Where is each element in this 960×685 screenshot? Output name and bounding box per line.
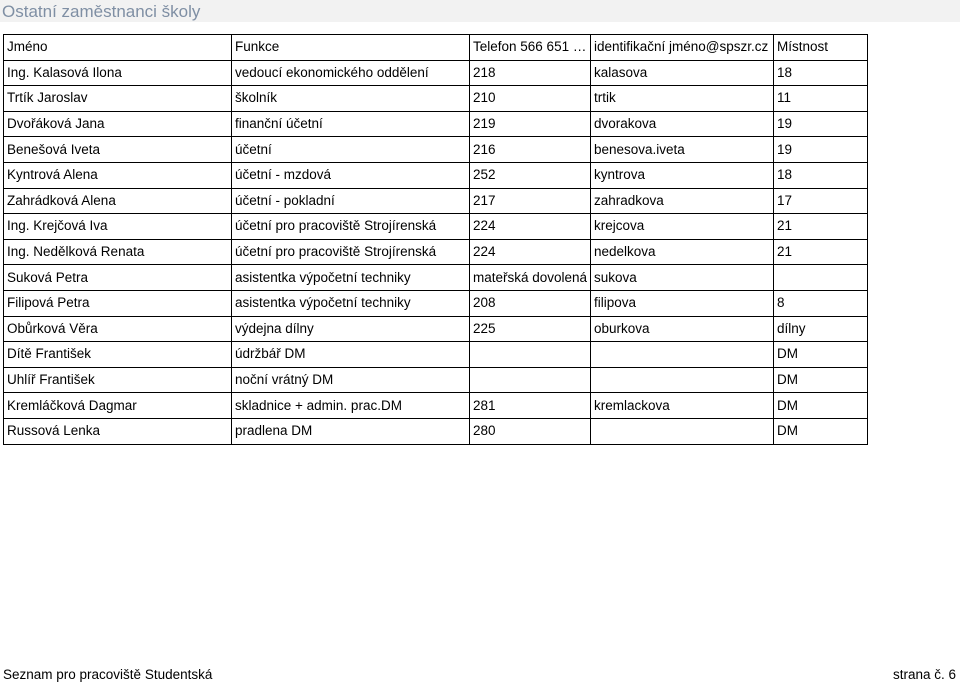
cell-function: účetní — [232, 137, 470, 163]
table-row — [4, 86, 868, 112]
cell-phone — [470, 342, 591, 368]
header-room: Místnost — [774, 35, 868, 61]
cell-name: Suková Petra — [4, 265, 232, 291]
cell-login: nedelkova — [591, 239, 774, 265]
cell-name: Obůrková Věra — [4, 316, 232, 342]
cell-phone: 252 — [470, 162, 591, 188]
cell-login — [591, 342, 774, 368]
cell-login: dvorakova — [591, 111, 774, 137]
cell-function: účetní pro pracoviště Strojírenská — [232, 239, 470, 265]
cell-function: účetní - mzdová — [232, 162, 470, 188]
table-row — [4, 290, 868, 316]
cell-room: 21 — [774, 239, 868, 265]
cell-login: kalasova — [591, 60, 774, 86]
table-row — [4, 342, 868, 368]
cell-phone — [470, 367, 591, 393]
cell-room: 19 — [774, 111, 868, 137]
cell-function: pradlena DM — [232, 418, 470, 444]
cell-room — [774, 265, 868, 291]
cell-login: benesova.iveta — [591, 137, 774, 163]
cell-name: Russová Lenka — [4, 418, 232, 444]
cell-name: Ing. Nedělková Renata — [4, 239, 232, 265]
cell-function: vedoucí ekonomického oddělení — [232, 60, 470, 86]
table-row — [4, 214, 868, 240]
table-row — [4, 111, 868, 137]
cell-phone: 219 — [470, 111, 591, 137]
page-title: Ostatní zaměstnanci školy — [2, 2, 201, 21]
table-row — [4, 367, 868, 393]
cell-room: DM — [774, 418, 868, 444]
cell-login — [591, 367, 774, 393]
cell-phone: 218 — [470, 60, 591, 86]
cell-phone: 281 — [470, 393, 591, 419]
cell-name: Dvořáková Jana — [4, 111, 232, 137]
cell-login: kyntrova — [591, 162, 774, 188]
table-row — [4, 239, 868, 265]
cell-function: údržbář DM — [232, 342, 470, 368]
cell-function: asistentka výpočetní techniky — [232, 290, 470, 316]
cell-function: finanční účetní — [232, 111, 470, 137]
cell-login — [591, 418, 774, 444]
header-login: identifikační jméno@spszr.cz — [591, 35, 774, 61]
cell-login: sukova — [591, 265, 774, 291]
cell-phone: 280 — [470, 418, 591, 444]
cell-name: Trtík Jaroslav — [4, 86, 232, 112]
cell-room: DM — [774, 342, 868, 368]
header-phone: Telefon 566 651 … — [470, 35, 591, 61]
cell-phone: 210 — [470, 86, 591, 112]
table-row — [4, 418, 868, 444]
cell-room: 21 — [774, 214, 868, 240]
cell-function: skladnice + admin. prac.DM — [232, 393, 470, 419]
cell-login: filipova — [591, 290, 774, 316]
cell-room: DM — [774, 367, 868, 393]
cell-room: 11 — [774, 86, 868, 112]
cell-name: Ing. Krejčová Iva — [4, 214, 232, 240]
table-row — [4, 188, 868, 214]
cell-room: 18 — [774, 162, 868, 188]
header-function: Funkce — [232, 35, 470, 61]
cell-room: 19 — [774, 137, 868, 163]
cell-name: Filipová Petra — [4, 290, 232, 316]
cell-phone: 225 — [470, 316, 591, 342]
cell-function: noční vrátný DM — [232, 367, 470, 393]
cell-room: dílny — [774, 316, 868, 342]
cell-name: Ing. Kalasová Ilona — [4, 60, 232, 86]
staff-table — [3, 34, 868, 445]
cell-room: DM — [774, 393, 868, 419]
cell-phone: 217 — [470, 188, 591, 214]
cell-phone: 216 — [470, 137, 591, 163]
cell-function: asistentka výpočetní techniky — [232, 265, 470, 291]
cell-function: školník — [232, 86, 470, 112]
table-row — [4, 265, 868, 291]
table-header-row — [4, 35, 868, 61]
cell-room: 17 — [774, 188, 868, 214]
staff-table-body — [4, 35, 868, 445]
cell-room: 8 — [774, 290, 868, 316]
footer-page-number: strana č. 6 — [892, 667, 956, 682]
table-row — [4, 60, 868, 86]
cell-function: účetní - pokladní — [232, 188, 470, 214]
footer-workplace: Seznam pro pracoviště Studentská — [3, 667, 213, 682]
cell-login: kremlackova — [591, 393, 774, 419]
cell-phone: 208 — [470, 290, 591, 316]
table-row — [4, 316, 868, 342]
cell-name: Kyntrová Alena — [4, 162, 232, 188]
cell-name: Kremláčková Dagmar — [4, 393, 232, 419]
cell-login: zahradkova — [591, 188, 774, 214]
table-row — [4, 393, 868, 419]
cell-function: účetní pro pracoviště Strojírenská — [232, 214, 470, 240]
cell-function: výdejna dílny — [232, 316, 470, 342]
cell-login: trtik — [591, 86, 774, 112]
cell-name: Dítě František — [4, 342, 232, 368]
cell-name: Zahrádková Alena — [4, 188, 232, 214]
cell-login: oburkova — [591, 316, 774, 342]
cell-phone: 224 — [470, 214, 591, 240]
table-row — [4, 162, 868, 188]
cell-login: krejcova — [591, 214, 774, 240]
cell-phone: 224 — [470, 239, 591, 265]
cell-phone: mateřská dovolená — [470, 265, 591, 291]
table-row — [4, 137, 868, 163]
cell-name: Benešová Iveta — [4, 137, 232, 163]
cell-room: 18 — [774, 60, 868, 86]
cell-name: Uhlíř František — [4, 367, 232, 393]
header-name: Jméno — [4, 35, 232, 61]
